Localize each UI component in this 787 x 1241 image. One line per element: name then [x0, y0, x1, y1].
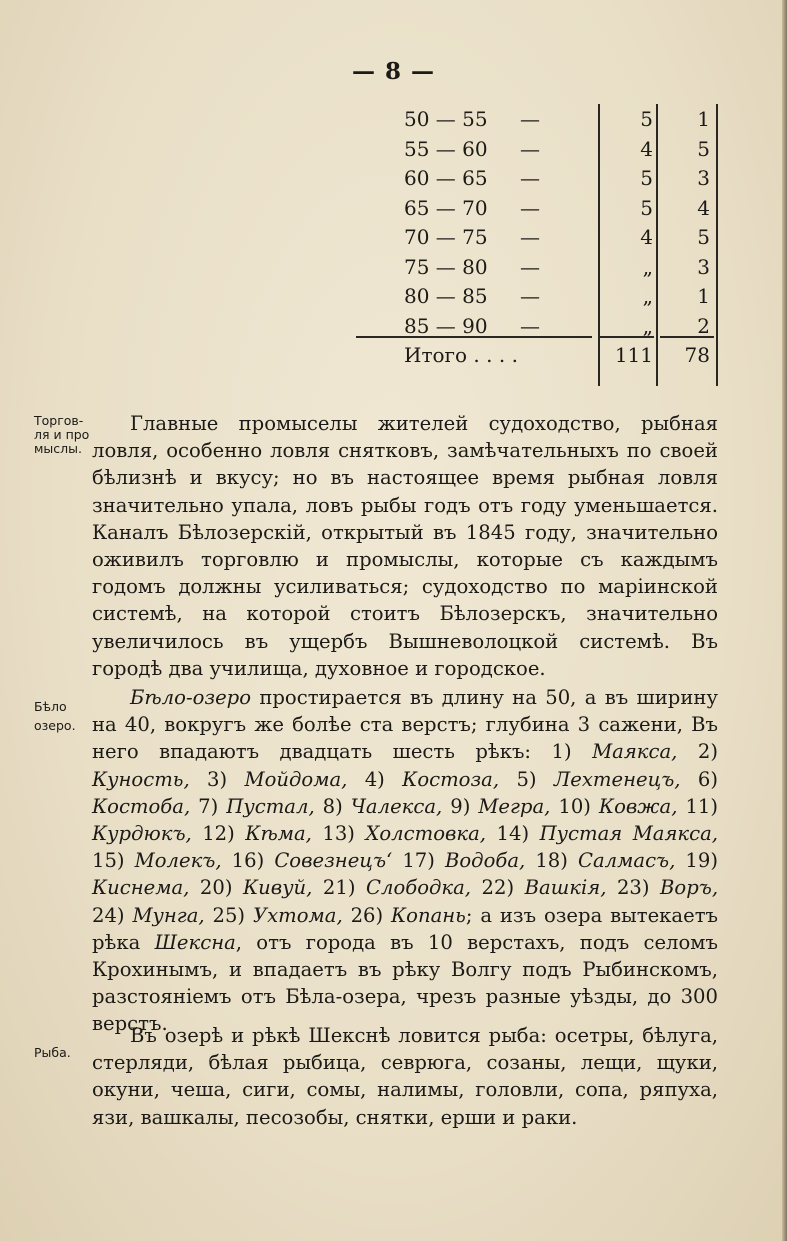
river-number: 3)	[207, 767, 228, 791]
count-b-cell: 5	[697, 136, 710, 161]
river-name: Курдюкъ,	[92, 822, 192, 846]
river-number: 23)	[616, 876, 650, 900]
river-number: 9)	[450, 794, 471, 818]
river-name: Слободка,	[365, 876, 472, 900]
river-number: 26)	[350, 903, 384, 927]
lake-intro: простирается въ длину на 50, а въ ширину на 40, вокругъ же болѣе ста верстъ; глубина 3 сажени, Въ него впадаютъ двадцать шесть рѣкъ:	[92, 686, 718, 764]
count-a-cell: 5	[640, 107, 653, 131]
lake-title: Бѣло-озеро	[130, 686, 251, 709]
dash-cell: —	[520, 166, 540, 190]
paragraph-lake	[92, 684, 718, 1038]
river-number: 24)	[92, 903, 125, 927]
dash-cell: —	[520, 195, 540, 220]
range-cell: 55 — 60	[404, 136, 488, 161]
river-number: 11)	[685, 794, 719, 818]
river-name: Вашкія,	[524, 876, 607, 900]
range-cell: 60 — 65	[404, 166, 488, 190]
sheksna-name: Шексна	[154, 930, 236, 954]
margin-note-line: мыслы.	[34, 441, 83, 456]
river-name: Ухтома,	[252, 903, 343, 927]
river-name: Маякса,	[592, 740, 678, 764]
count-b-cell: 4	[697, 195, 710, 220]
river-number: 15)	[92, 849, 125, 873]
count-b-cell: 2	[697, 313, 710, 338]
river-number: 14)	[496, 822, 530, 846]
count-b-cell: 1	[697, 284, 710, 308]
range-cell: 70 — 75	[404, 225, 488, 249]
total-b: 78	[684, 343, 710, 367]
river-name: Совезнецъ‘	[274, 849, 393, 873]
table-row	[0, 311, 787, 341]
margin-note-line: ля и про	[34, 427, 90, 442]
page-number: — 8 —	[351, 58, 436, 85]
river-name: Копань	[391, 903, 466, 927]
count-b-cell: 5	[697, 225, 710, 249]
margin-note-line: Бѣло	[34, 699, 67, 714]
paragraph-text	[92, 684, 718, 1038]
count-b-cell: 1	[697, 107, 710, 131]
dash-cell: —	[520, 313, 540, 338]
river-name: Салмасъ,	[578, 849, 676, 873]
river-name: Воръ,	[660, 876, 719, 900]
river-number: 21)	[322, 876, 356, 900]
river-number: 8)	[322, 794, 343, 818]
river-name: Пустал,	[226, 794, 315, 818]
margin-note-trade	[34, 414, 94, 456]
river-number: 13)	[322, 822, 355, 846]
river-name: Мегра,	[478, 794, 551, 818]
table-total-row	[0, 340, 787, 370]
table-row	[0, 163, 787, 193]
river-list	[92, 740, 718, 926]
river-number: 12)	[202, 822, 235, 846]
river-name: Киснема,	[92, 876, 190, 900]
margin-note-fish	[34, 1046, 94, 1060]
margin-note-line: Рыба.	[34, 1045, 71, 1060]
dash-cell: —	[520, 254, 540, 279]
river-number: 22)	[481, 876, 515, 900]
river-number: 2)	[697, 740, 718, 764]
count-a-cell: 5	[640, 195, 653, 220]
river-name: Мунга,	[132, 903, 205, 927]
total-label: Итого . . . .	[404, 343, 518, 367]
range-cell: 65 — 70	[404, 195, 488, 220]
river-number: 16)	[231, 849, 265, 873]
river-number: 10)	[558, 794, 591, 818]
table-row	[0, 104, 787, 134]
river-name: Лехтенецъ,	[553, 767, 681, 791]
range-cell: 50 — 55	[404, 107, 488, 131]
river-name: Мойдома,	[244, 767, 348, 791]
range-cell: 85 — 90	[404, 313, 488, 338]
river-name: Костоба,	[92, 794, 191, 818]
river-number: 18)	[535, 849, 568, 873]
river-number: 1)	[551, 740, 572, 764]
river-name: Пустая Маякса,	[539, 822, 719, 846]
total-a: 111	[614, 343, 653, 367]
range-cell: 75 — 80	[404, 254, 488, 279]
paragraph-fish	[92, 1022, 718, 1131]
river-number: 5)	[516, 767, 537, 791]
margin-note-line: озеро.	[34, 718, 76, 733]
dash-cell: —	[520, 136, 540, 161]
margin-note-line: Торгов-	[34, 413, 84, 428]
count-b-cell: 3	[697, 254, 710, 279]
table-row	[0, 252, 787, 282]
river-number: 25)	[212, 903, 246, 927]
river-name: Ковжа,	[598, 794, 678, 818]
river-name: Молекъ,	[134, 849, 222, 873]
range-cell: 80 — 85	[404, 284, 488, 308]
river-name: Куность,	[92, 767, 190, 791]
dash-cell: —	[520, 225, 540, 249]
river-number: 20)	[199, 876, 233, 900]
river-number: 4)	[364, 767, 385, 791]
river-name: Чалекса,	[350, 794, 443, 818]
paragraph-trade	[92, 410, 718, 682]
river-name: Костоза,	[402, 767, 500, 791]
count-a-cell: 4	[640, 136, 653, 161]
river-name: Холстовка,	[365, 822, 487, 846]
count-a-cell: 5	[640, 166, 653, 190]
lake-mid: ; а изъ озера вытекаетъ рѣка	[92, 903, 719, 954]
dash-cell: —	[520, 107, 540, 131]
count-a-cell: „	[642, 284, 653, 308]
dash-cell: —	[520, 284, 540, 308]
river-name: Кивуй,	[243, 876, 313, 900]
count-a-cell: 4	[640, 225, 653, 249]
paragraph-text: Главные промыселы жителей судоходство, рыбная ловля, особенно ловля снятковъ, замѣчательныхъ по своей бѣлизнѣ и вкусу; но въ настоящее время рыбная ловля значительно упала, ловъ рыбы годъ отъ году уменьшается. Каналъ Бѣлозерскій, открытый въ 1845 году, значительно оживилъ торговлю и промыслы, которые съ каждымъ годомъ должны усиливаться; судоходство по маріинской системѣ, на которой стоитъ Бѣлозерскъ, значительно увеличилось въ ущербъ Вышневолоцкой системѣ. Въ городѣ два училища, духовное и городское.	[92, 412, 718, 680]
river-number: 7)	[198, 794, 219, 818]
lake-end: , отъ города въ 10 верстахъ, подъ селомъ Крохинымъ, и впадаетъ въ рѣку Волгу подъ Рыбинскомъ, разстояніемъ отъ Бѣла-озера, чрезъ разные уѣзды, до 300 верстъ.	[92, 930, 718, 1036]
paragraph-text: Въ озерѣ и рѣкѣ Шекснѣ ловится рыба: осетры, бѣлуга, стерляди, бѣлая рыбица, севрюга, созаны, лещи, щуки, окуни, чеша, сиги, сомы, налимы, головли, сопа, ряпуха, язи, вашкалы, песозобы, снятки, ерши и раки.	[92, 1024, 718, 1129]
count-a-cell: „	[642, 254, 653, 279]
table-row	[0, 281, 787, 311]
count-a-cell: „	[642, 313, 653, 338]
river-name: Водоба,	[444, 849, 526, 873]
table-row	[0, 134, 787, 164]
river-number: 6)	[697, 767, 719, 791]
count-b-cell: 3	[697, 166, 710, 190]
table-row	[0, 222, 787, 252]
margin-note-lake	[34, 700, 94, 733]
river-number: 17)	[402, 849, 435, 873]
river-name: Кѣма,	[245, 822, 312, 846]
table-row	[0, 193, 787, 223]
river-number: 19)	[685, 849, 718, 873]
